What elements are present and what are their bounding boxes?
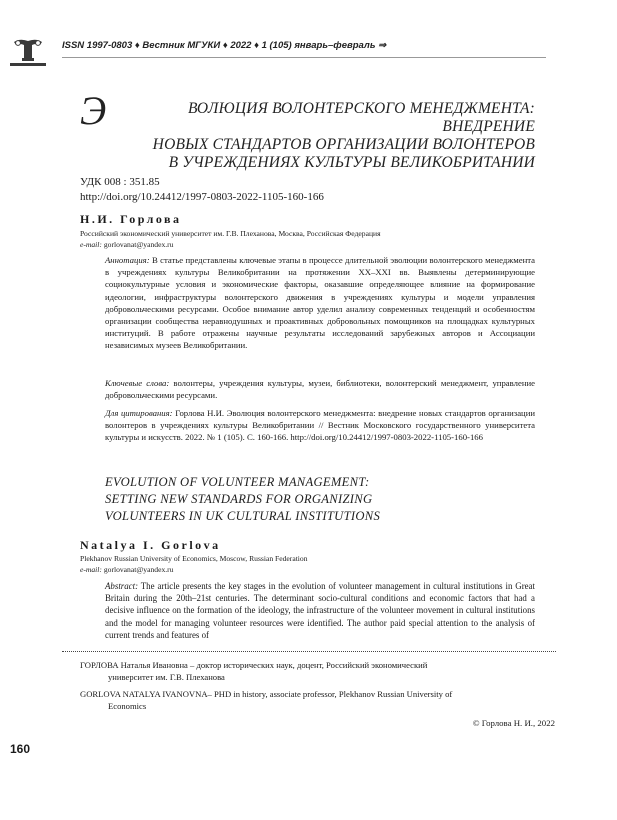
running-head: ISSN 1997-0803 ♦ Вестник МГУКИ ♦ 2022 ♦ 1 (105) январь–февраль ⇒: [62, 40, 387, 51]
citation-label-ru: Для цитирования:: [105, 408, 173, 418]
email-ru[interactable]: gorlovanat@yandex.ru: [103, 239, 174, 249]
abstract-text-en: The article presents the key stages in the evolution of volunteer management in cultural institutions in Great Britain during the 20th–21st centuries. The determinant socio-cultural conditions and economic factors that had a decisive influence on the formation of the ideology, the infrastructure of the volunteer movement in cultural institutions and the model for managing volunteer resources were identified. The author paid special attention to the analysis of current trends and features of: [105, 581, 535, 640]
bio-ru-name: ГОРЛОВА Наталья Ивановна: [80, 660, 188, 670]
article-title-ru: [80, 88, 535, 172]
article-title-en: [105, 474, 380, 525]
abstract-en: [105, 580, 535, 641]
header-rule: [62, 57, 546, 58]
bio-en-name: GORLOVA NATALYA IVANOVNA: [80, 689, 208, 699]
keywords-label-ru: Ключевые слова:: [105, 378, 170, 388]
keywords-text-ru: волонтеры, учреждения культуры, музеи, библиотеки, волонтерский менеджмент, управление добровольческими ресурсами.: [105, 378, 535, 401]
title-line-1: ВОЛЮЦИЯ ВОЛОНТЕРСКОГО МЕНЕДЖМЕНТА: ВНЕДРЕНИЕ: [187, 100, 535, 135]
bio-ru-cont: университет им. Г.В. Плеханова: [108, 671, 225, 682]
en-title-line-1: EVOLUTION OF VOLUNTEER MANAGEMENT:: [105, 475, 370, 489]
title-line-3: В УЧРЕЖДЕНИЯХ КУЛЬТУРЫ ВЕЛИКОБРИТАНИИ: [168, 154, 535, 171]
bio-en-rest: – PHD in history, associate professor, Plekhanov Russian University of: [207, 689, 453, 699]
bio-en: [80, 689, 550, 712]
doi-link[interactable]: http://doi.org/10.24412/1997-0803-2022-1105-160-166: [80, 191, 324, 203]
author-en: Natalya I. Gorlova: [80, 538, 221, 552]
abstract-text-ru: В статье представлены ключевые этапы в процессе длительной эволюции волонтерского менеджмента в учреждениях культуры Великобритании на протяжении XX–XXI вв. Выявлены детерминирующие социокультурные условия и экономические факторы, оказавшие определяющее влияние на формирование идеологии, инфраструктуры волонтерского движения в учреждениях культуры и модели управления добровольческими ресурсами. Особое внимание автор уделил анализу современных тенденций и особенностям организации сообщества неравнодушных и проактивных добровольных помощников на площадках культурных институций. В работе отражены научные результаты исследований зарубежных авторов и Ассоциации независимых музеев Великобритании.: [105, 255, 535, 351]
page-number: 160: [10, 742, 31, 756]
email-label-ru: e-mail:: [80, 239, 102, 249]
citation-ru: [105, 407, 535, 444]
affiliation-en: [80, 554, 308, 575]
title-line-2: НОВЫХ СТАНДАРТОВ ОРГАНИЗАЦИИ ВОЛОНТЕРОВ: [152, 136, 535, 153]
affiliation-ru: [80, 229, 381, 250]
citation-text-ru: Горлова Н.И. Эволюция волонтерского менеджмента: внедрение новых стандартов организации волонтеров в учреждениях культуры Великобритании // Вестник Московского государственного университета культуры и искусств. 2022. № 1 (105). С. 160-166. http://doi.org/10.24412/1997-0803-2022-1105-160-166: [105, 408, 535, 443]
title-drop-cap: Э: [80, 88, 107, 133]
bio-en-cont: Economics: [108, 700, 147, 711]
affiliation-en-text: Plekhanov Russian University of Economics, Moscow, Russian Federation: [80, 554, 308, 563]
author-ru: Н.И. Горлова: [80, 212, 182, 226]
en-title-line-2: SETTING NEW STANDARDS FOR ORGANIZING: [105, 492, 373, 506]
udc-code: УДК 008 : 351.85: [80, 176, 160, 188]
email-en[interactable]: gorlovanat@yandex.ru: [103, 564, 174, 574]
abstract-label-en: Abstract:: [105, 581, 139, 591]
en-title-line-3: VOLUNTEERS IN UK CULTURAL INSTITUTIONS: [105, 509, 381, 523]
keywords-ru: [105, 377, 535, 401]
udc-block: [80, 175, 324, 205]
email-label-en: e-mail:: [80, 564, 102, 574]
journal-logo-icon: [10, 36, 46, 66]
affiliation-ru-text: Российский экономический университет им. Г.В. Плеханова, Москва, Российская Федерация: [80, 229, 381, 238]
abstract-label-ru: Аннотация:: [105, 255, 150, 265]
bio-ru-rest: – доктор исторических наук, доцент, Российский экономический: [187, 660, 428, 670]
footnote-divider: [62, 651, 556, 652]
copyright: © Горлова Н. И., 2022: [472, 718, 555, 728]
abstract-ru: [105, 254, 535, 352]
bio-ru: [80, 660, 540, 683]
